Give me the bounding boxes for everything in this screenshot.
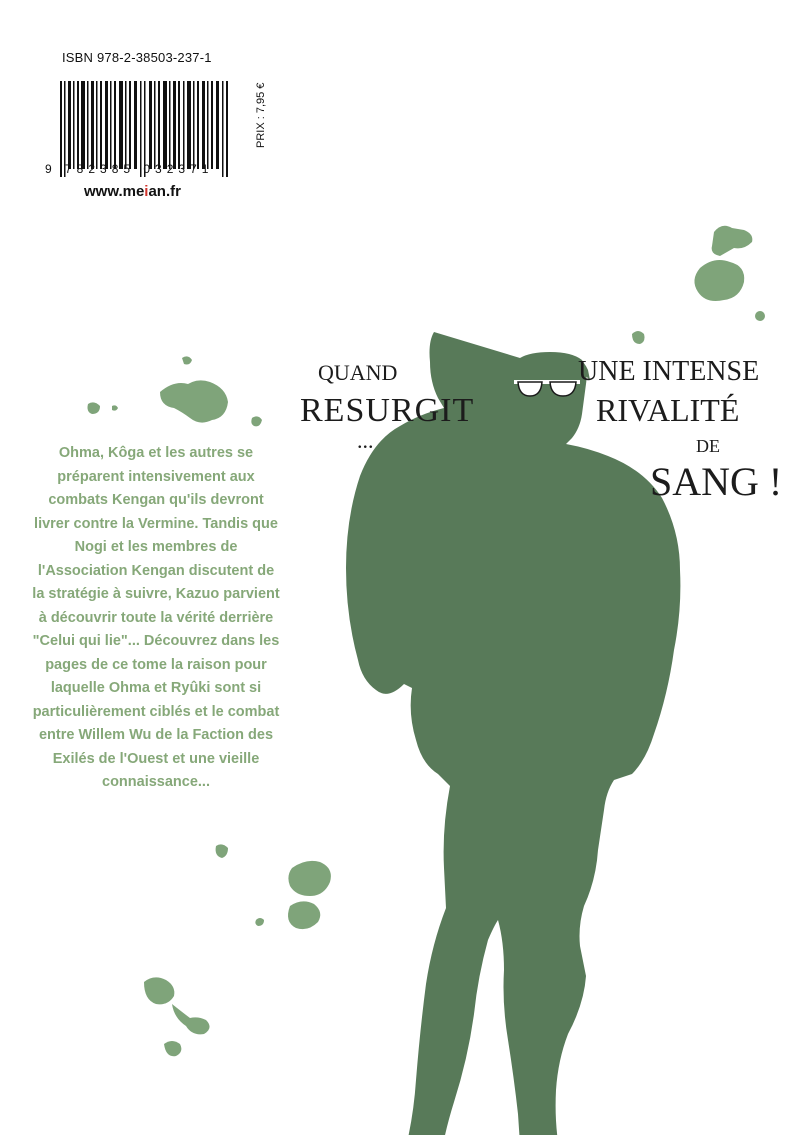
tagline-de: DE xyxy=(696,436,720,456)
price-label: PRIX : 7,95 € xyxy=(255,82,267,148)
website-accent-letter: i xyxy=(144,183,149,200)
barcode xyxy=(60,66,235,196)
tagline-resurgit: RESURGIT xyxy=(300,392,475,429)
barcode-block xyxy=(40,48,267,178)
tagline-rivalite: RIVALITÉ xyxy=(596,392,740,428)
website-prefix: www.me xyxy=(84,183,145,200)
tagline-une-intense: UNE INTENSE xyxy=(578,356,760,387)
fighter-silhouette xyxy=(346,332,680,1135)
tagline-quand: QUAND xyxy=(318,360,398,385)
synopsis: Ohma, Kôga et les autres se préparent intensivement aux combats Kengan qu'ils devront livrer contre la Vermine. Tandis que Nogi et les membres de l'Association Kengan discutent de la stratégie à suivre, Kazuo parvient à découvrir toute la vérité derrière "Celui qui lie"... Découvrez dans les pages de ce tome la raison pour laquelle Ohma et Ryûki sont si particulièrement ciblés et le combat entre Willem Wu de la Faction des Exilés de l'Ouest et une vieille connaissance... xyxy=(32,445,280,790)
barcode-digits: 9 782385 032371 xyxy=(45,162,214,176)
isbn-label: ISBN 978-2-38503-237-1 xyxy=(62,50,212,65)
tagline-sang: SANG ! xyxy=(650,459,783,504)
website-suffix: an.fr xyxy=(148,183,181,200)
tagline-ellipsis: ... xyxy=(357,428,374,453)
publisher-website[interactable] xyxy=(84,183,181,200)
